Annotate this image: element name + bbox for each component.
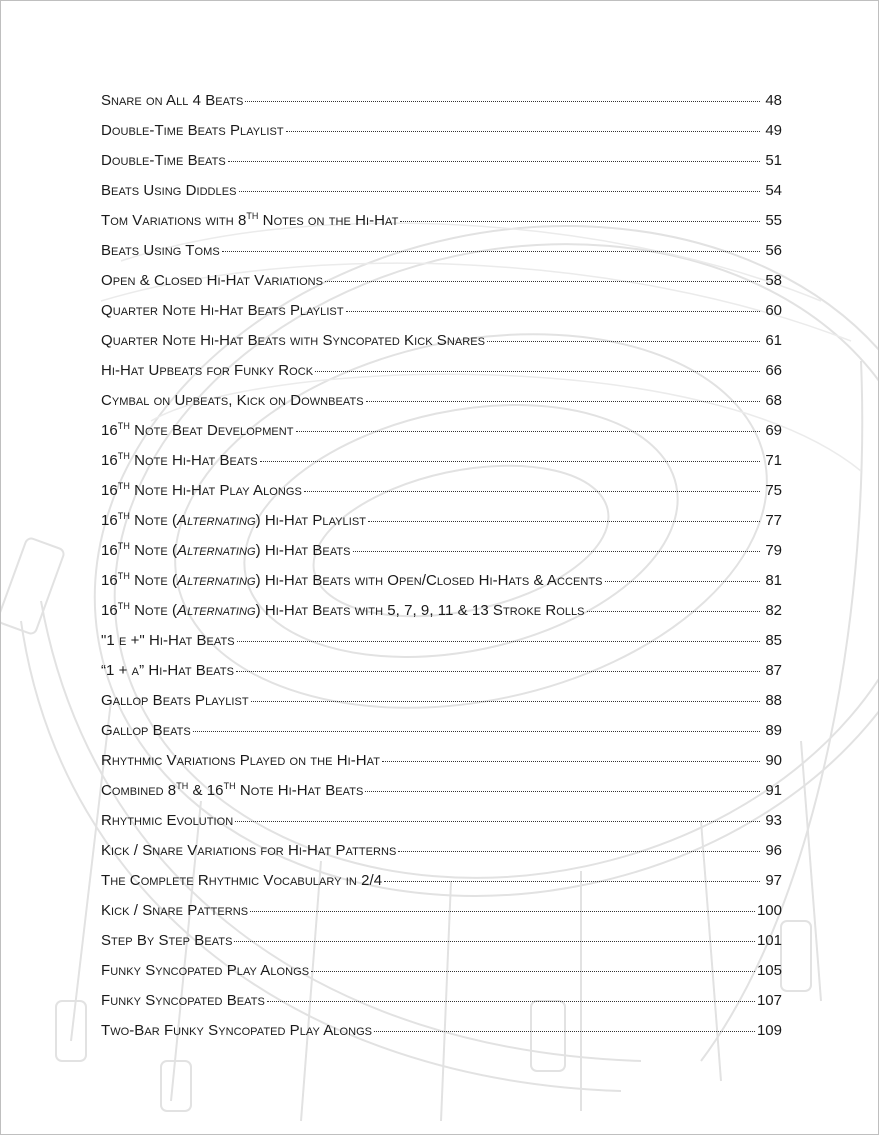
toc-entry-page-number: 75: [765, 482, 782, 499]
dot-leader: [193, 730, 760, 732]
toc-entry[interactable]: [101, 566, 782, 596]
toc-entry[interactable]: [101, 896, 782, 926]
toc-entry-page-number: 79: [765, 542, 782, 559]
toc-entry-title: Funky Syncopated Beats: [101, 992, 265, 1009]
dot-leader: [304, 490, 760, 492]
toc-entry-page-number: 87: [765, 662, 782, 679]
dot-leader: [398, 850, 760, 852]
toc-entry[interactable]: [101, 86, 782, 116]
toc-entry[interactable]: [101, 626, 782, 656]
dot-leader: [368, 520, 760, 522]
dot-leader: [346, 310, 760, 312]
dot-leader: [325, 280, 760, 282]
dot-leader: [374, 1030, 755, 1032]
toc-entry-page-number: 89: [765, 722, 782, 739]
toc-entry-title: Two-Bar Funky Syncopated Play Alongs: [101, 1022, 373, 1039]
toc-entry[interactable]: [101, 206, 782, 236]
toc-entry-page-number: 96: [765, 842, 782, 859]
dot-leader: [400, 220, 760, 222]
dot-leader: [384, 880, 760, 882]
dot-leader: [222, 250, 760, 252]
dot-leader: [237, 640, 760, 642]
toc-entry-page-number: 93: [765, 812, 782, 829]
toc-entry-title: Step By Step Beats: [101, 932, 233, 949]
toc-entry-page-number: 101: [756, 932, 782, 949]
toc-entry[interactable]: [101, 116, 782, 146]
dot-leader: [260, 460, 760, 462]
toc-entry-title: Gallop Beats Playlist: [101, 692, 249, 709]
dot-leader: [315, 370, 760, 372]
toc-entry-title: Gallop Beats: [101, 722, 191, 739]
toc-entry-title: Open & Closed Hi-Hat Variations: [101, 272, 324, 289]
dot-leader: [366, 400, 760, 402]
toc-entry-title: Kick / Snare Variations for Hi-Hat Patterns: [101, 842, 397, 859]
toc-entry-page-number: 56: [765, 242, 782, 259]
toc-entry[interactable]: [101, 176, 782, 206]
toc-entry-title: "1 e +" Hi-Hat Beats: [101, 632, 235, 649]
toc-entry[interactable]: [101, 596, 782, 626]
toc-entry[interactable]: [101, 1016, 782, 1046]
toc-entry-page-number: 88: [765, 692, 782, 709]
toc-entry-title: 16TH Note Beat Development: [101, 421, 294, 439]
toc-entry-title: Rhythmic Variations Played on the Hi-Hat: [101, 752, 380, 769]
toc-entry-title: 16TH Note Hi-Hat Beats: [101, 451, 258, 469]
dot-leader: [251, 700, 760, 702]
toc-entry[interactable]: [101, 386, 782, 416]
toc-entry-page-number: 69: [765, 422, 782, 439]
toc-entry-page-number: 54: [765, 182, 782, 199]
toc-entry[interactable]: [101, 476, 782, 506]
dot-leader: [250, 910, 755, 912]
toc-entry-title: Cymbal on Upbeats, Kick on Downbeats: [101, 392, 364, 409]
toc-entry-page-number: 66: [765, 362, 782, 379]
dot-leader: [296, 430, 760, 432]
toc-entry[interactable]: [101, 536, 782, 566]
toc-entry-title: 16TH Note Hi-Hat Play Alongs: [101, 481, 302, 499]
toc-entry[interactable]: [101, 326, 782, 356]
toc-entry-page-number: 71: [765, 452, 782, 469]
dot-leader: [587, 610, 760, 612]
toc-entry-title: 16TH Note (Alternating) Hi-Hat Playlist: [101, 511, 366, 529]
toc-entry-page-number: 49: [765, 122, 782, 139]
toc-entry[interactable]: [101, 356, 782, 386]
toc-entry[interactable]: [101, 776, 782, 806]
toc-list: [101, 86, 782, 1046]
toc-entry-page-number: 58: [765, 272, 782, 289]
toc-entry[interactable]: [101, 716, 782, 746]
toc-entry-page-number: 81: [765, 572, 782, 589]
dot-leader: [382, 760, 760, 762]
dot-leader: [365, 790, 760, 792]
dot-leader: [236, 670, 760, 672]
toc-entry-page-number: 90: [765, 752, 782, 769]
toc-entry-title: 16TH Note (Alternating) Hi-Hat Beats with 5, 7, 9, 11 & 13 Stroke Rolls: [101, 601, 585, 619]
toc-entry-page-number: 60: [765, 302, 782, 319]
dot-leader: [228, 160, 760, 162]
toc-entry-page-number: 48: [765, 92, 782, 109]
toc-entry[interactable]: [101, 746, 782, 776]
toc-entry-title: 16TH Note (Alternating) Hi-Hat Beats: [101, 541, 351, 559]
toc-entry-title: Funky Syncopated Play Alongs: [101, 962, 310, 979]
dot-leader: [605, 580, 760, 582]
dot-leader: [239, 190, 761, 192]
toc-entry[interactable]: [101, 836, 782, 866]
toc-entry-title: Beats Using Toms: [101, 242, 220, 259]
toc-entry[interactable]: [101, 806, 782, 836]
toc-entry-page-number: 68: [765, 392, 782, 409]
toc-entry-title: Combined 8TH & 16TH Note Hi-Hat Beats: [101, 781, 364, 799]
toc-entry-page-number: 77: [765, 512, 782, 529]
toc-entry-page-number: 91: [765, 782, 782, 799]
toc-entry-page-number: 97: [765, 872, 782, 889]
toc-entry[interactable]: [101, 656, 782, 686]
dot-leader: [234, 940, 755, 942]
dot-leader: [235, 820, 760, 822]
toc-entry-page-number: 61: [765, 332, 782, 349]
toc-entry-page-number: 85: [765, 632, 782, 649]
toc-entry[interactable]: [101, 446, 782, 476]
toc-entry[interactable]: [101, 416, 782, 446]
dot-leader: [267, 1000, 755, 1002]
toc-entry[interactable]: [101, 686, 782, 716]
toc-entry-page-number: 100: [756, 902, 782, 919]
toc-entry-page-number: 55: [765, 212, 782, 229]
toc-entry-page-number: 109: [756, 1022, 782, 1039]
toc-entry-title: Double-Time Beats: [101, 152, 226, 169]
toc-entry-page-number: 82: [765, 602, 782, 619]
toc-entry-title: Double-Time Beats Playlist: [101, 122, 284, 139]
dot-leader: [286, 130, 760, 132]
toc-entry-title: Rhythmic Evolution: [101, 812, 234, 829]
dot-leader: [311, 970, 755, 972]
toc-entry[interactable]: [101, 146, 782, 176]
dot-leader: [487, 340, 760, 342]
toc-entry-title: “1 + a” Hi-Hat Beats: [101, 662, 234, 679]
toc-entry-title: Beats Using Diddles: [101, 182, 237, 199]
toc-entry[interactable]: [101, 986, 782, 1016]
toc-entry-page-number: 107: [756, 992, 782, 1009]
toc-entry[interactable]: [101, 296, 782, 326]
toc-entry-title: Kick / Snare Patterns: [101, 902, 249, 919]
toc-entry-title: Tom Variations with 8TH Notes on the Hi-Hat: [101, 211, 399, 229]
toc-entry[interactable]: [101, 506, 782, 536]
toc-entry-title: Snare on All 4 Beats: [101, 92, 244, 109]
toc-entry-title: Quarter Note Hi-Hat Beats with Syncopated Kick Snares: [101, 332, 486, 349]
dot-leader: [353, 550, 760, 552]
toc-entry-page-number: 51: [765, 152, 782, 169]
toc-entry[interactable]: [101, 236, 782, 266]
toc-entry[interactable]: [101, 866, 782, 896]
table-of-contents: [101, 86, 782, 1046]
toc-entry-title: The Complete Rhythmic Vocabulary in 2/4: [101, 872, 383, 889]
toc-entry[interactable]: [101, 266, 782, 296]
toc-entry[interactable]: [101, 926, 782, 956]
toc-entry-title: Quarter Note Hi-Hat Beats Playlist: [101, 302, 344, 319]
toc-entry-title: Hi-Hat Upbeats for Funky Rock: [101, 362, 314, 379]
toc-entry[interactable]: [101, 956, 782, 986]
dot-leader: [245, 100, 760, 102]
toc-entry-title: 16TH Note (Alternating) Hi-Hat Beats with Open/Closed Hi-Hats & Accents: [101, 571, 603, 589]
toc-entry-page-number: 105: [756, 962, 782, 979]
